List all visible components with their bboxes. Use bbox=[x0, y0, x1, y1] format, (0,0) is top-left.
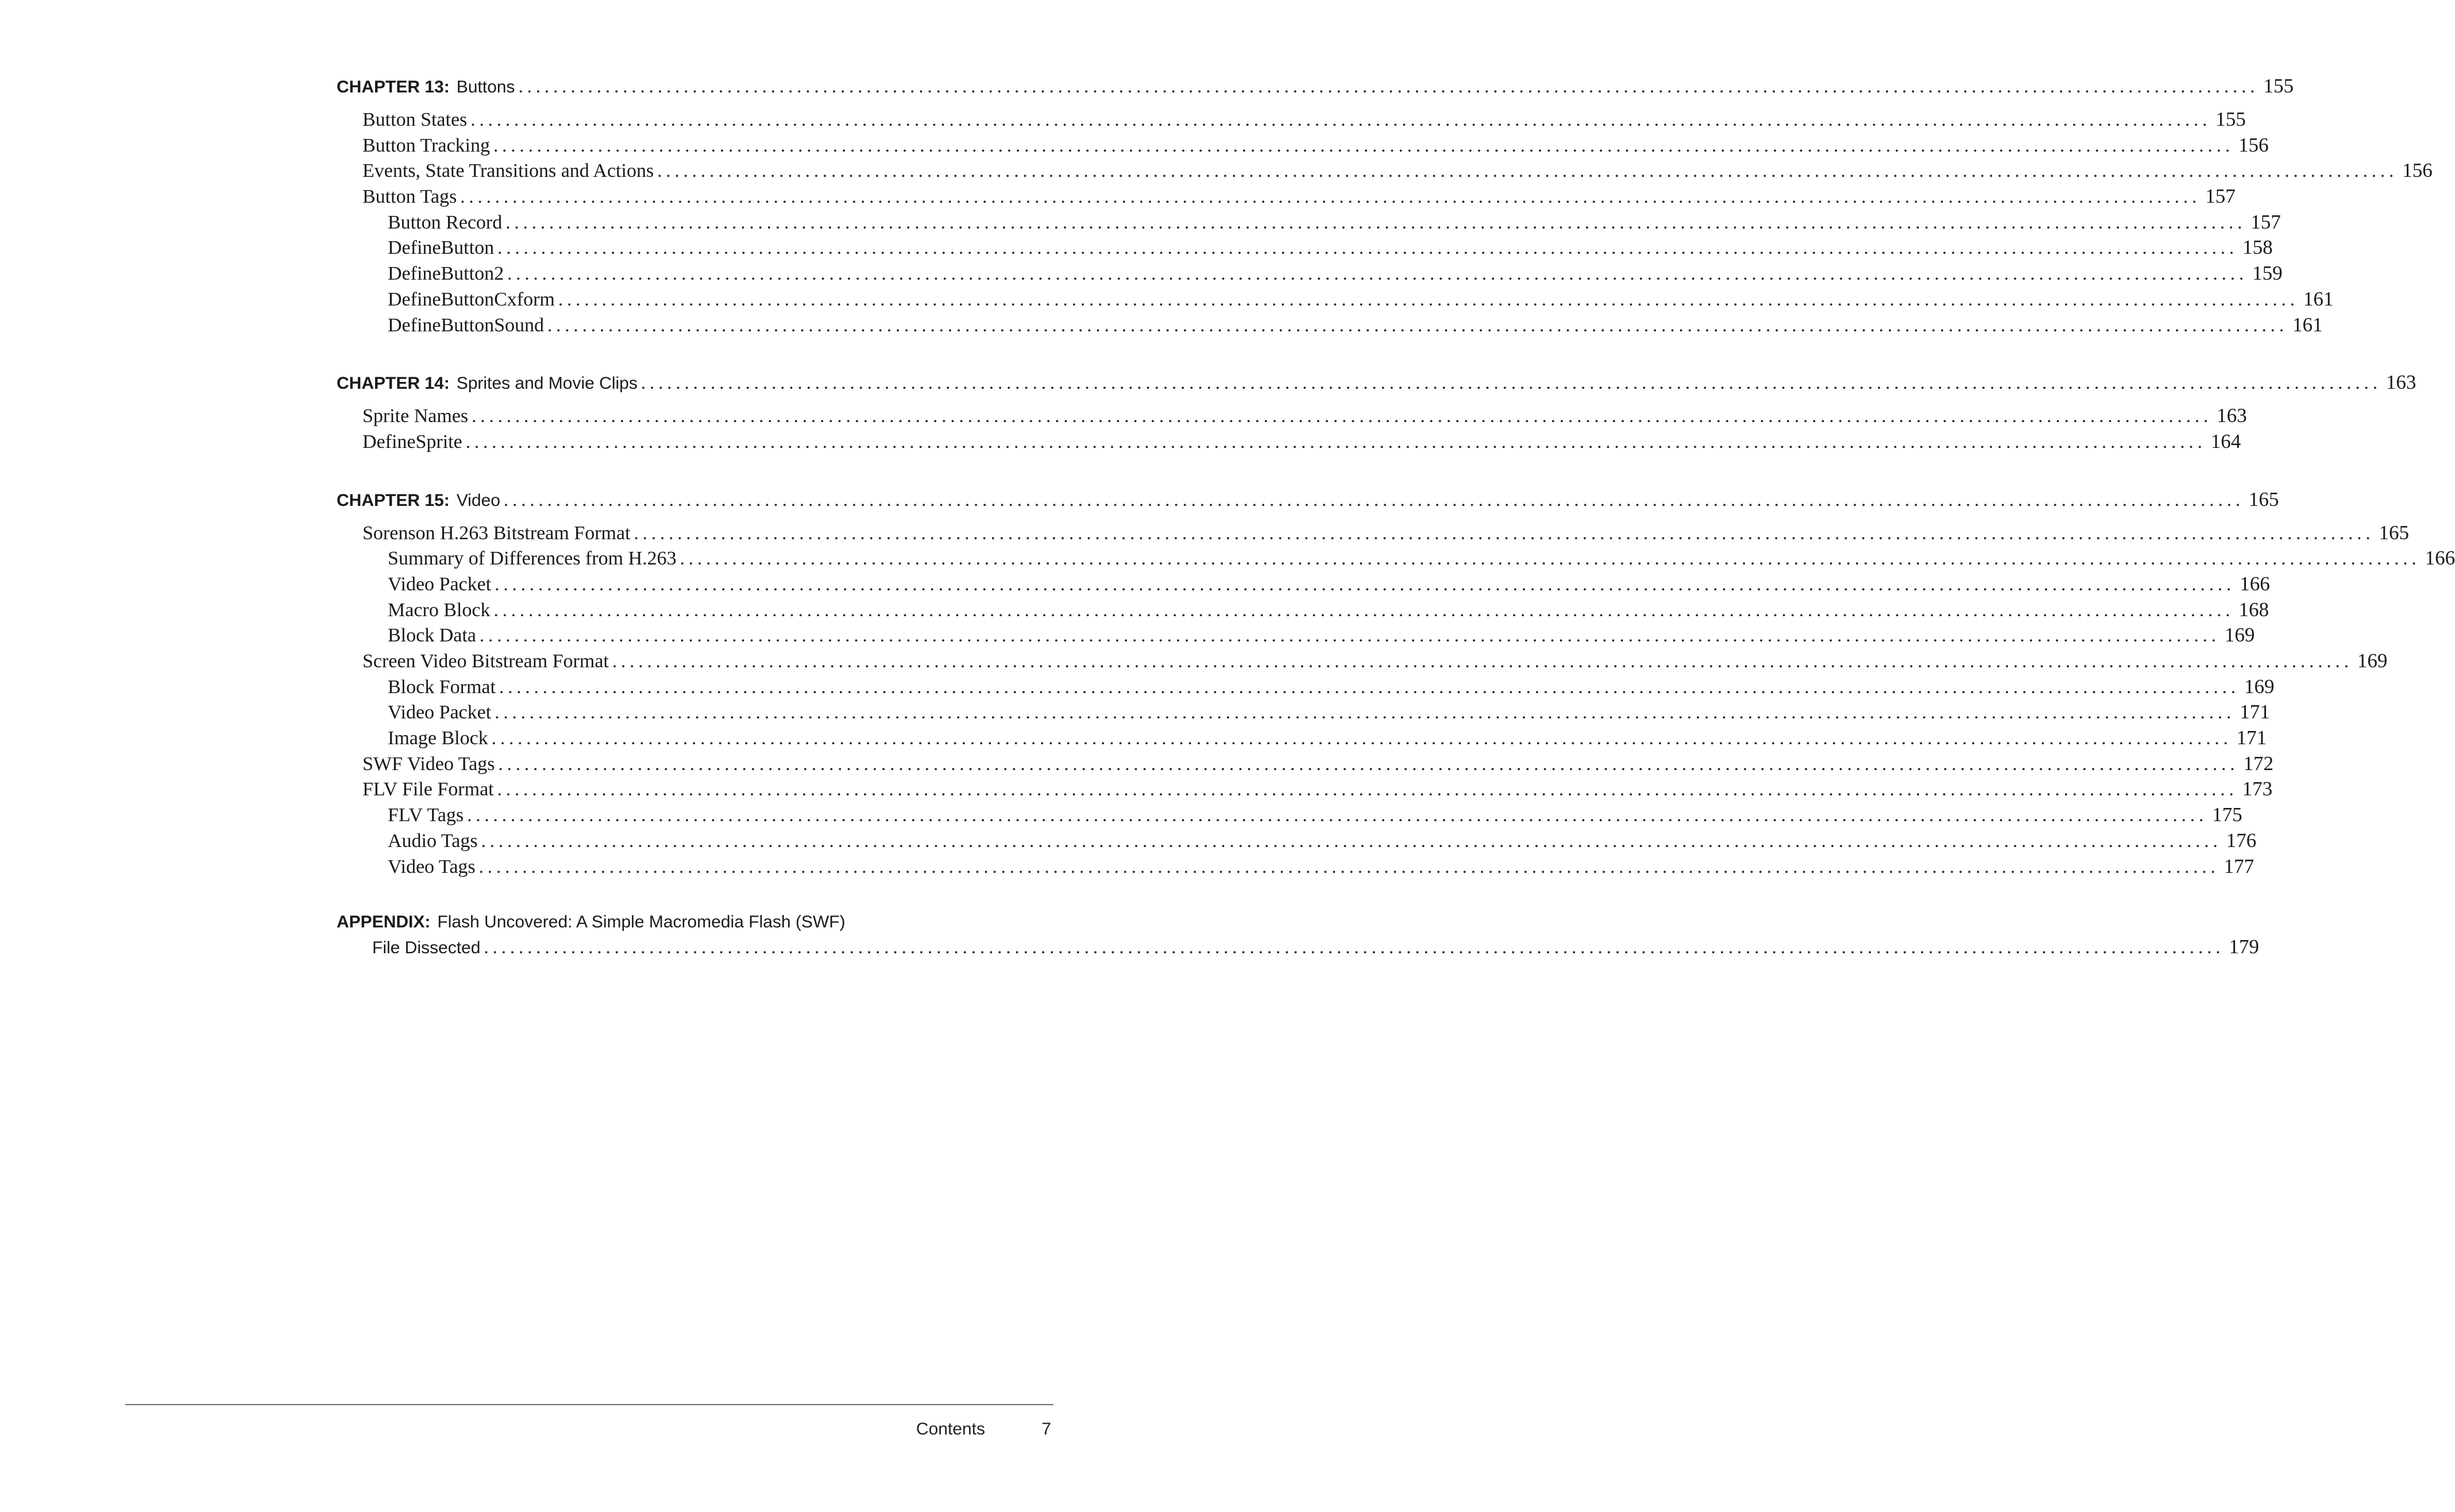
entry-title: Image Block bbox=[388, 728, 488, 749]
chapter-title: Video bbox=[456, 490, 500, 510]
dot-leader: ........................................................................................................................................................................................................ bbox=[493, 600, 2234, 621]
page-number: 166 bbox=[2425, 547, 2455, 570]
page-number: 164 bbox=[2210, 430, 2241, 453]
dot-leader: ........................................................................................................................................................................................................ bbox=[495, 702, 2236, 724]
dot-leader: ........................................................................................................................................................................................................ bbox=[518, 76, 2259, 97]
dot-leader: ........................................................................................................................................................................................................ bbox=[497, 779, 2238, 801]
toc-entry[interactable] bbox=[337, 210, 2281, 237]
entry-title: Audio Tags bbox=[388, 830, 478, 852]
chapter-13 bbox=[337, 75, 2433, 339]
dot-leader: ........................................................................................................................................................................................................ bbox=[495, 574, 2236, 595]
entry-title: Button Tracking bbox=[362, 134, 490, 156]
toc-entry[interactable] bbox=[337, 598, 2269, 624]
chapter-keyword: CHAPTER 14: bbox=[337, 374, 450, 393]
page-number: 165 bbox=[2248, 488, 2279, 511]
dot-leader: ........................................................................................................................................................................................................ bbox=[507, 264, 2248, 285]
toc-entry[interactable] bbox=[337, 287, 2334, 314]
toc-entry[interactable] bbox=[337, 572, 2270, 598]
chapter-heading[interactable] bbox=[337, 488, 2279, 513]
toc-entry[interactable] bbox=[337, 159, 2433, 185]
dot-leader: ........................................................................................................................................................................................................ bbox=[497, 238, 2238, 259]
toc-entry[interactable] bbox=[337, 236, 2273, 262]
entry-title: DefineButtonCxform bbox=[388, 288, 555, 310]
entry-title: FLV Tags bbox=[388, 805, 464, 826]
toc-entry[interactable] bbox=[337, 649, 2388, 675]
toc-entry[interactable] bbox=[337, 829, 2257, 855]
dot-leader: ........................................................................................................................................................................................................ bbox=[498, 753, 2239, 775]
entry-title: DefineButtonSound bbox=[388, 314, 544, 336]
dot-leader: ........................................................................................................................................................................................................ bbox=[460, 187, 2201, 208]
page-number: 179 bbox=[2229, 935, 2259, 958]
chapter-keyword: CHAPTER 13: bbox=[337, 78, 450, 96]
entry-title: Block Format bbox=[388, 676, 496, 698]
dot-leader: ........................................................................................................................................................................................................ bbox=[558, 289, 2299, 310]
toc-entry[interactable] bbox=[337, 547, 2455, 573]
dot-leader: ........................................................................................................................................................................................................ bbox=[467, 805, 2208, 826]
entry-title: DefineSprite bbox=[362, 431, 462, 453]
entry-title: Screen Video Bitstream Format bbox=[362, 651, 609, 672]
dot-leader: ........................................................................................................................................................................................................ bbox=[493, 135, 2234, 156]
toc-entry[interactable] bbox=[337, 778, 2273, 803]
page-number: 158 bbox=[2242, 236, 2273, 259]
entry-title: DefineButton2 bbox=[388, 263, 504, 285]
chapter-keyword: CHAPTER 15: bbox=[337, 490, 450, 510]
appendix-title-line2: File Dissected bbox=[372, 938, 481, 958]
dot-leader: ........................................................................................................................................................................................................ bbox=[547, 315, 2288, 336]
toc-entry[interactable] bbox=[337, 726, 2267, 752]
page-number: 172 bbox=[2243, 752, 2273, 775]
dot-leader: ........................................................................................................................................................................................................ bbox=[505, 212, 2246, 233]
page-number: 169 bbox=[2224, 624, 2255, 647]
toc-entry[interactable] bbox=[337, 133, 2269, 160]
page-number: 157 bbox=[2205, 185, 2236, 208]
page-number: 155 bbox=[2215, 108, 2246, 130]
page-number: 159 bbox=[2252, 262, 2283, 285]
entry-title: Sprite Names bbox=[362, 405, 469, 427]
entry-title: Video Packet bbox=[388, 702, 492, 724]
dot-leader: ........................................................................................................................................................................................................ bbox=[499, 676, 2240, 698]
page-number: 155 bbox=[2263, 75, 2294, 97]
toc-entry[interactable] bbox=[337, 701, 2270, 726]
chapter-title: Buttons bbox=[456, 78, 515, 96]
page-number: 169 bbox=[2244, 675, 2275, 698]
toc-entry[interactable] bbox=[337, 803, 2242, 829]
page-number: 166 bbox=[2240, 572, 2270, 595]
dot-leader: ........................................................................................................................................................................................................ bbox=[465, 431, 2206, 453]
chapter-heading[interactable] bbox=[337, 75, 2294, 100]
dot-leader: ........................................................................................................................................................................................................ bbox=[478, 856, 2219, 877]
entry-title: SWF Video Tags bbox=[362, 753, 495, 775]
toc-entry[interactable] bbox=[337, 752, 2273, 778]
toc-entry[interactable] bbox=[337, 430, 2241, 456]
toc-entry[interactable] bbox=[337, 108, 2246, 134]
toc-entry[interactable] bbox=[337, 262, 2283, 288]
entry-title: Video Tags bbox=[388, 856, 476, 877]
page-number: 161 bbox=[2292, 313, 2323, 336]
dot-leader: ........................................................................................................................................................................................................ bbox=[640, 373, 2381, 394]
chapter-heading[interactable] bbox=[337, 371, 2417, 396]
dot-leader: ........................................................................................................................................................................................................ bbox=[470, 110, 2211, 130]
page-number: 177 bbox=[2224, 854, 2255, 877]
entry-title: FLV File Format bbox=[362, 779, 494, 801]
appendix-title-line1: Flash Uncovered: A Simple Macromedia Flash (SWF) bbox=[437, 912, 846, 932]
dot-leader: ........................................................................................................................................................................................................ bbox=[481, 830, 2222, 852]
footer-divider bbox=[125, 1404, 1053, 1405]
appendix-keyword: APPENDIX: bbox=[337, 912, 431, 932]
page-number: 171 bbox=[2240, 701, 2270, 724]
dot-leader: ........................................................................................................................................................................................................ bbox=[484, 937, 2225, 958]
chapter-title: Sprites and Movie Clips bbox=[456, 374, 638, 393]
dot-leader: ........................................................................................................................................................................................................ bbox=[680, 548, 2421, 570]
page-number: 173 bbox=[2242, 778, 2273, 801]
table-of-contents bbox=[337, 75, 2455, 961]
page-number: 163 bbox=[2385, 371, 2417, 394]
entry-title: Block Data bbox=[388, 625, 476, 647]
page-number: 175 bbox=[2212, 803, 2242, 826]
page-number: 156 bbox=[2402, 159, 2433, 182]
dot-leader: ........................................................................................................................................................................................................ bbox=[479, 625, 2220, 647]
chapter-15 bbox=[337, 488, 2455, 881]
appendix-heading[interactable] bbox=[337, 912, 1053, 935]
page-number: 171 bbox=[2236, 726, 2267, 749]
entry-title: DefineButton bbox=[388, 237, 495, 259]
footer-page-number: 7 bbox=[1041, 1420, 1051, 1438]
page-number: 169 bbox=[2357, 649, 2388, 672]
footer-section-title: Contents bbox=[916, 1420, 985, 1438]
dot-leader: ........................................................................................................................................................................................................ bbox=[491, 728, 2232, 749]
entry-title: Sorenson H.263 Bitstream Format bbox=[362, 522, 631, 544]
toc-entry[interactable] bbox=[337, 521, 2410, 547]
page-number: 163 bbox=[2217, 404, 2247, 427]
page-number: 168 bbox=[2238, 598, 2269, 621]
entry-title: Button Tags bbox=[362, 186, 457, 208]
dot-leader: ........................................................................................................................................................................................................ bbox=[634, 523, 2375, 544]
entry-title: Macro Block bbox=[388, 599, 491, 621]
dot-leader: ........................................................................................................................................................................................................ bbox=[503, 489, 2244, 511]
entry-title: Summary of Differences from H.263 bbox=[388, 548, 677, 570]
toc-entry[interactable] bbox=[337, 313, 2323, 339]
chapter-14 bbox=[337, 371, 2417, 455]
toc-entry[interactable] bbox=[337, 185, 2236, 211]
page-number: 176 bbox=[2226, 829, 2257, 852]
toc-entry[interactable] bbox=[337, 854, 2255, 881]
dot-leader: ........................................................................................................................................................................................................ bbox=[612, 651, 2353, 672]
toc-entry[interactable] bbox=[337, 675, 2275, 701]
appendix-entry[interactable] bbox=[337, 935, 2259, 961]
page-footer bbox=[0, 1420, 1176, 1443]
toc-entry[interactable] bbox=[337, 624, 2255, 649]
entry-title: Button Record bbox=[388, 211, 503, 233]
page-number: 156 bbox=[2238, 133, 2269, 156]
dot-leader: ........................................................................................................................................................................................................ bbox=[657, 161, 2398, 182]
dot-leader: ........................................................................................................................................................................................................ bbox=[472, 406, 2213, 427]
entry-title: Button States bbox=[362, 109, 468, 130]
entry-title: Events, State Transitions and Actions bbox=[362, 160, 654, 182]
page-number: 165 bbox=[2379, 521, 2410, 544]
appendix bbox=[337, 912, 2259, 961]
entry-title: Video Packet bbox=[388, 573, 492, 595]
page-number: 161 bbox=[2303, 287, 2334, 310]
toc-entry[interactable] bbox=[337, 404, 2247, 430]
page-number: 157 bbox=[2251, 210, 2281, 233]
